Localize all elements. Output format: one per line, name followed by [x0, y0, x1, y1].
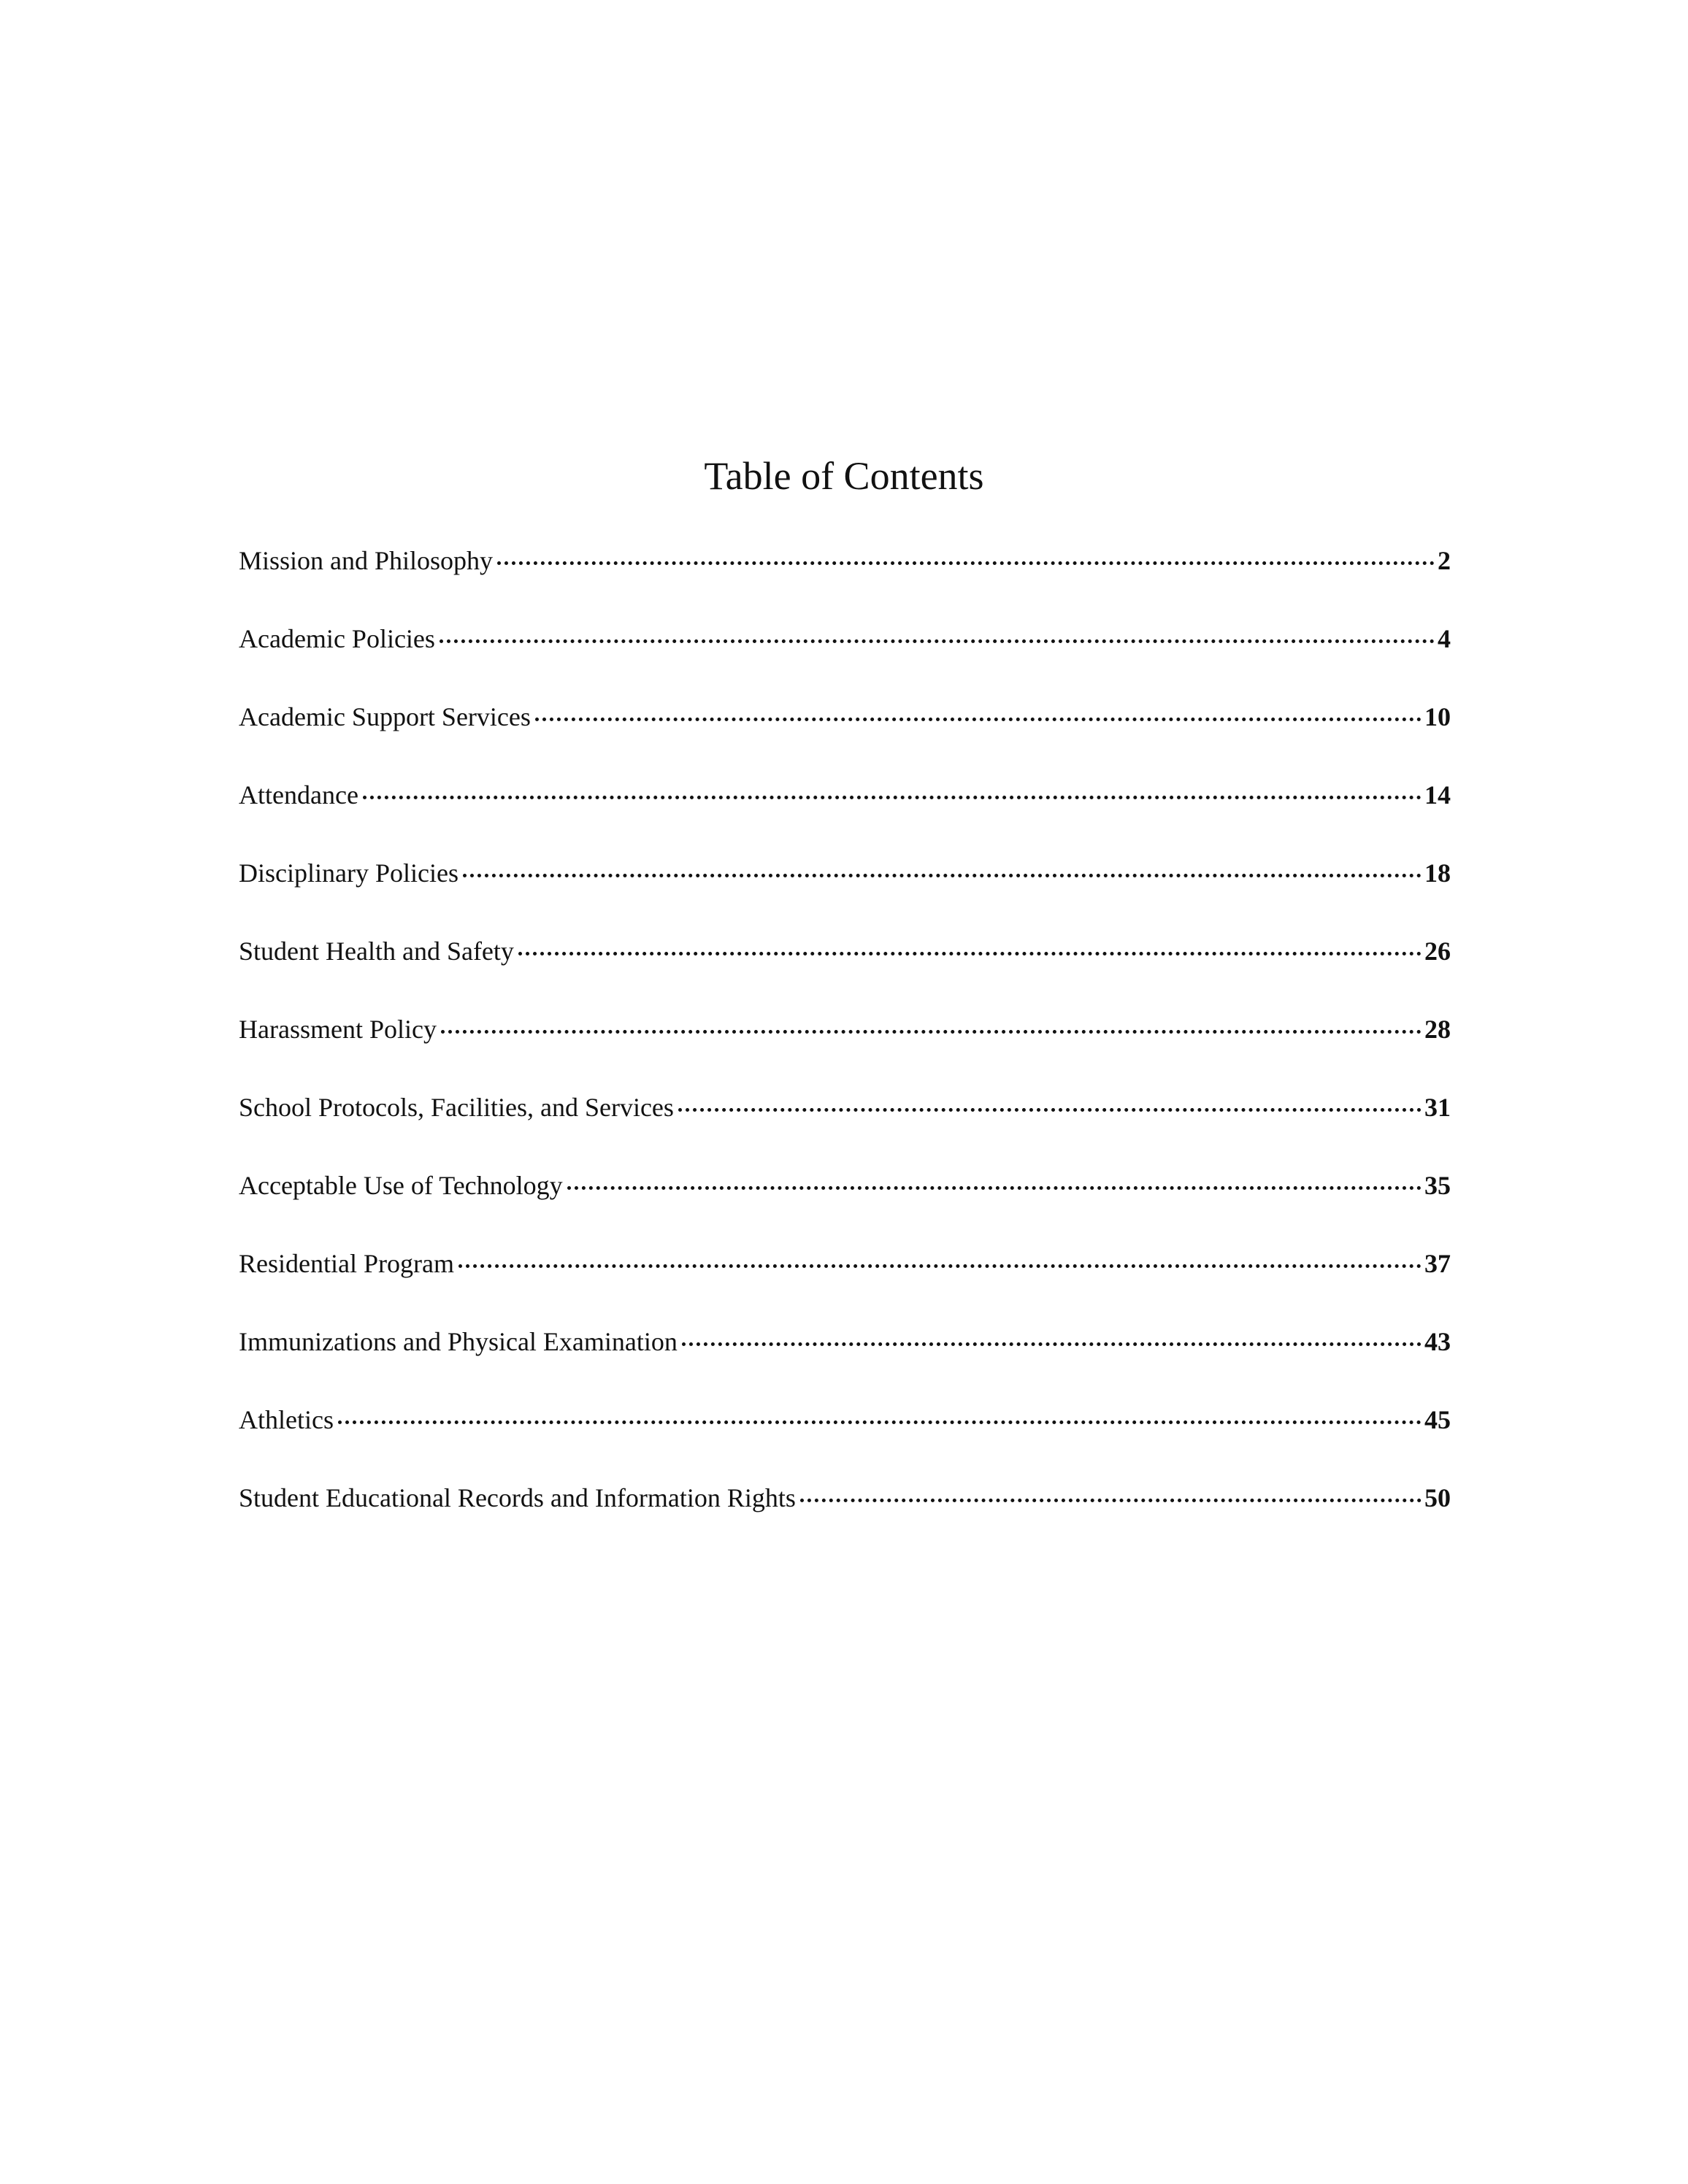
toc-entry-athletics: [239, 1399, 1451, 1477]
dot-leader: [497, 561, 1435, 565]
toc-entry-page-number: 37: [1424, 1249, 1451, 1278]
toc-entry-label: Residential Program: [239, 1249, 454, 1278]
toc-entry-disciplinary-policies: [239, 853, 1451, 931]
toc-entry-school-protocols: [239, 1087, 1451, 1165]
toc-entry-student-educational-records: [239, 1477, 1451, 1556]
toc-entry-label: Acceptable Use of Technology: [239, 1171, 563, 1200]
toc-entry-attendance: [239, 774, 1451, 853]
toc-entry-page-number: 4: [1438, 624, 1451, 653]
dot-leader: [441, 1030, 1422, 1034]
toc-entry-academic-policies: [239, 618, 1451, 696]
toc-entry-page-number: 14: [1424, 780, 1451, 810]
dot-leader: [535, 718, 1422, 721]
toc-entry-page-number: 2: [1438, 546, 1451, 575]
toc-entry-immunizations: [239, 1321, 1451, 1399]
toc-entry-student-health-and-safety: [239, 931, 1451, 1009]
toc-entry-academic-support-services: [239, 696, 1451, 774]
toc-entry-page-number: 18: [1424, 858, 1451, 888]
dot-leader: [678, 1108, 1422, 1112]
toc-entry-page-number: 43: [1424, 1327, 1451, 1356]
dot-leader: [463, 874, 1422, 877]
toc-entry-page-number: 31: [1424, 1093, 1451, 1122]
toc-entry-mission-and-philosophy: [239, 540, 1451, 618]
toc-list: [239, 540, 1451, 1556]
dot-leader: [800, 1499, 1422, 1502]
toc-entry-page-number: 45: [1424, 1405, 1451, 1434]
toc-entry-label: Athletics: [239, 1405, 334, 1434]
dot-leader: [459, 1264, 1422, 1268]
dot-leader: [567, 1186, 1422, 1190]
toc-entry-label: Immunizations and Physical Examination: [239, 1327, 678, 1356]
toc-entry-page-number: 26: [1424, 937, 1451, 966]
toc-entry-label: School Protocols, Facilities, and Services: [239, 1093, 674, 1122]
toc-entry-page-number: 50: [1424, 1483, 1451, 1512]
toc-title: Table of Contents: [704, 454, 984, 498]
toc-entry-page-number: 28: [1424, 1015, 1451, 1044]
dot-leader: [363, 796, 1422, 799]
toc-entry-label: Student Health and Safety: [239, 937, 514, 966]
toc-entry-label: Academic Policies: [239, 624, 435, 653]
toc-entry-label: Harassment Policy: [239, 1015, 437, 1044]
toc-entry-label: Disciplinary Policies: [239, 858, 459, 888]
dot-leader: [682, 1342, 1422, 1346]
toc-entry-acceptable-use-of-technology: [239, 1165, 1451, 1243]
dot-leader: [518, 952, 1422, 956]
toc-entry-label: Student Educational Records and Information Rights: [239, 1483, 796, 1512]
toc-entry-label: Mission and Philosophy: [239, 546, 494, 575]
toc-entry-page-number: 10: [1424, 702, 1451, 731]
toc-entry-label: Attendance: [239, 780, 358, 810]
toc-entry-residential-program: [239, 1243, 1451, 1321]
toc-entry-page-number: 35: [1424, 1171, 1451, 1200]
toc-entry-label: Academic Support Services: [239, 702, 531, 731]
dot-leader: [338, 1420, 1422, 1424]
toc-entry-harassment-policy: [239, 1009, 1451, 1087]
dot-leader: [440, 639, 1435, 643]
